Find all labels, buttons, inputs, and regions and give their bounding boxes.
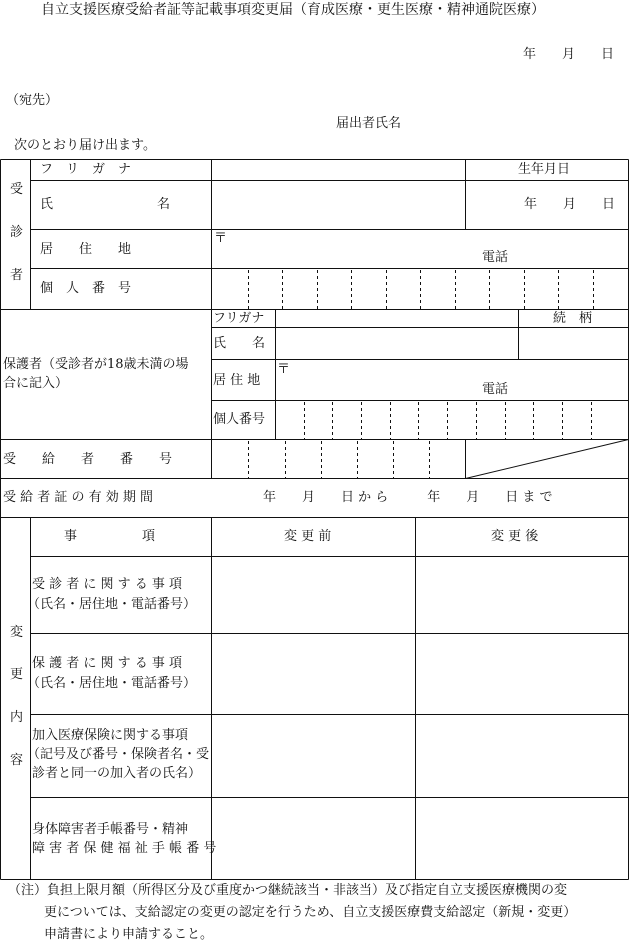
patient-furigana-label: フ リ ガ ナ	[40, 162, 132, 177]
patient-section-label-1: 受	[10, 182, 24, 197]
note-line-2: 更については、支給認定の変更の認定を行うため、自立支援医療費支給認定（新規・変更）	[44, 905, 577, 920]
validity-label: 受 給 者 証 の 有 効 期 間	[3, 490, 154, 505]
change-row-insurance-line1: 加入医療保険に関する事項	[32, 728, 189, 743]
guardian-postal-mark: 〒	[277, 362, 291, 377]
changes-section-label-2: 更	[10, 667, 24, 682]
change-row-patient-line2: （氏名・居住地・電話番号）	[27, 597, 197, 612]
patient-section-label-3: 者	[10, 268, 24, 283]
guardian-section-label: 保護者（受診者が18歳未満の場	[3, 357, 189, 372]
note-line-3: 申請書により申請すること。	[44, 927, 214, 942]
guardian-relation-label: 続 柄	[553, 311, 593, 326]
change-row-guardian-line1: 保 護 者 に 関 す る 事 項	[32, 656, 183, 671]
change-row-patient-line1: 受 診 者 に 関 す る 事 項	[32, 577, 183, 592]
patient-name-label: 氏 名	[40, 197, 171, 212]
form-title: 自立支援医療受給者証等記載事項変更届（育成医療・更生医療・精神通院医療）	[41, 2, 545, 18]
change-row-insurance-line2: （記号及び番号・保険者名・受	[27, 747, 210, 762]
change-row-insurance-line3: 診者と同一の加入者の氏名）	[32, 766, 202, 781]
applicant-name-label: 届出者氏名	[336, 116, 402, 131]
submission-date: 年 月 日	[523, 47, 615, 62]
guardian-phone-label: 電話	[482, 382, 509, 397]
col-header-before: 変 更 前	[284, 529, 332, 544]
col-header-after: 変 更 後	[491, 529, 539, 544]
changes-section-label-4: 容	[10, 753, 24, 768]
guardian-address-label: 居 住 地	[213, 373, 261, 388]
col-header-item: 事 項	[64, 529, 156, 544]
guardian-section-label-cont: 合に記入）	[3, 376, 69, 391]
patient-furigana-field[interactable]	[213, 162, 463, 179]
patient-birthdate-value: 年 月 日	[524, 197, 616, 212]
guardian-mynumber-label: 個人番号	[213, 412, 266, 427]
changes-section-label-1: 変	[10, 625, 24, 640]
patient-mynumber-field[interactable]	[213, 270, 627, 308]
addressee-label: （宛先）	[6, 93, 59, 108]
patient-phone-label: 電話	[482, 250, 509, 265]
validity-value: 年 月 日 か ら 年 月 日 ま で	[263, 490, 553, 505]
intro-text: 次のとおり届け出ます。	[14, 138, 156, 153]
changes-section-label-3: 内	[10, 710, 24, 725]
guardian-name-label: 氏 名	[213, 336, 266, 351]
note-line-1: （注）負担上限月額（所得区分及び重度かつ継続該当・非該当）及び指定自立支援医療機関の変	[8, 883, 568, 898]
change-row-guardian-line2: （氏名・居住地・電話番号）	[27, 676, 197, 691]
recipient-number-label: 受 給 者 番 号	[3, 452, 173, 467]
patient-postal-mark: 〒	[214, 231, 228, 246]
patient-mynumber-label: 個 人 番 号	[40, 281, 132, 296]
patient-address-label: 居 住 地	[40, 242, 132, 257]
patient-name-field[interactable]	[213, 182, 463, 228]
change-row-handbook-line1: 身体障害者手帳番号・精神	[32, 822, 189, 837]
change-row-handbook-line2: 障 害 者 保 健 福 祉 手 帳 番 号	[32, 841, 217, 856]
patient-birthdate-label: 生年月日	[518, 162, 571, 177]
guardian-furigana-label: フリガナ	[213, 311, 265, 326]
patient-section-label-2: 診	[10, 225, 24, 240]
